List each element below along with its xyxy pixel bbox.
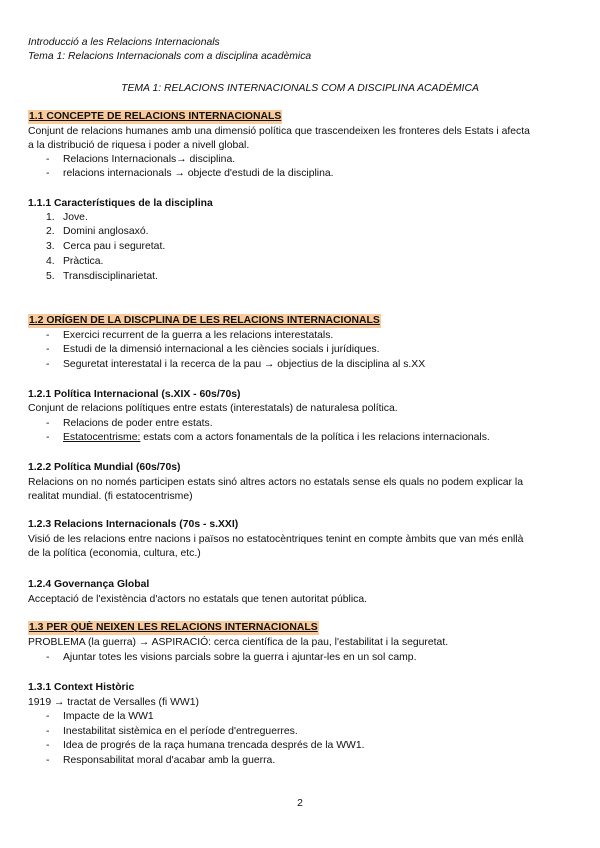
paragraph: Acceptació de l'existència d'actors no estatals que tenen autoritat pública. (28, 594, 367, 605)
header-course: Introducció a les Relacions Internacionals (28, 37, 220, 48)
paragraph: Visió de les relacions entre nacions i països no estatocèntriques tenint en compte àmbits que van més enllà (28, 534, 524, 545)
list-item: - relacions internacionals → objecte d'estudi de la disciplina. (46, 168, 334, 179)
subsection-heading-1-2-2: 1.2.2 Política Mundial (60s/70s) (28, 462, 181, 473)
underlined-term: Estatocentrisme: (63, 432, 141, 443)
paragraph: de la política (economia, cultura, etc.) (28, 548, 201, 559)
list-item: - Idea de progrés de la raça humana trencada després de la WW1. (46, 740, 365, 751)
list-item: - Impacte de la WW1 (46, 711, 154, 722)
paragraph: PROBLEMA (la guerra) → ASPIRACIÓ: cerca científica de la pau, l'estabilitat i la seguretat. (28, 637, 449, 648)
page-number: 2 (297, 798, 303, 809)
header-topic: Tema 1: Relacions Internacionals com a disciplina acadèmica (28, 51, 312, 62)
section-heading-1-3: 1.3 PER QUÈ NEIXEN LES RELACIONS INTERNACIONALS (29, 622, 318, 633)
paragraph: realitat mundial. (fi estatocentrisme) (28, 491, 193, 502)
subsection-heading-1-1-1: 1.1.1 Característiques de la disciplina (28, 198, 213, 209)
subsection-heading-1-2-4: 1.2.4 Governança Global (28, 579, 150, 590)
list-item: - Responsabilitat moral d'acabar amb la guerra. (46, 755, 276, 766)
paragraph: 1919 → tractat de Versalles (fi WW1) (28, 697, 199, 708)
list-item: 1. Jove. (46, 212, 88, 223)
subsection-heading-1-3-1: 1.3.1 Context Històric (28, 682, 135, 693)
section-heading-1-1: 1.1 CONCEPTE DE RELACIONS INTERNACIONALS (29, 111, 282, 122)
list-item: - Relacions de poder entre estats. (46, 418, 213, 429)
list-item: 5. Transdisciplinarietat. (46, 271, 158, 282)
list-item: - Exercici recurrent de la guerra a les relacions interestatals. (46, 330, 334, 341)
paragraph: Conjunt de relacions humanes amb una dimensió política que trascendeixen les fronteres dels Estats i afecta (28, 126, 530, 137)
list-item: - Estudi de la dimensió internacional a les ciències socials i jurídiques. (46, 344, 380, 355)
paragraph: Conjunt de relacions polítiques entre estats (interestatals) de naturalesa política. (28, 403, 398, 414)
paragraph: a la distribució de riquesa i poder a nivell global. (28, 140, 250, 151)
document-title: TEMA 1: RELACIONS INTERNACIONALS COM A DISCIPLINA ACADÈMICA (121, 83, 479, 94)
section-heading-1-2: 1.2 ORÍGEN DE LA DISCPLINA DE LES RELACIONS INTERNACIONALS (29, 315, 380, 326)
list-item: - Estatocentrisme: estats com a actors fonamentals de la política i les relacions internacionals. (46, 432, 490, 443)
list-item: - Inestabilitat sistèmica en el període d'entreguerres. (46, 726, 298, 737)
list-item: - Relacions Internacionals→ disciplina. (46, 154, 236, 165)
list-item: - Seguretat interestatal i la recerca de la pau → objectius de la disciplina al s.XX (46, 359, 426, 370)
list-item: 4. Pràctica. (46, 256, 104, 267)
list-item: 2. Domini anglosaxó. (46, 226, 149, 237)
paragraph: Relacions on no només participen estats sinó altres actors no estatals sense els quals no podem explicar la (28, 477, 523, 488)
list-item: 3. Cerca pau i seguretat. (46, 241, 166, 252)
subsection-heading-1-2-1: 1.2.1 Política Internacional (s.XIX - 60s/70s) (28, 389, 241, 400)
list-item: - Ajuntar totes les visions parcials sobre la guerra i ajuntar-les en un sol camp. (46, 652, 417, 663)
subsection-heading-1-2-3: 1.2.3 Relacions Internacionals (70s - s.XXI) (28, 519, 239, 530)
